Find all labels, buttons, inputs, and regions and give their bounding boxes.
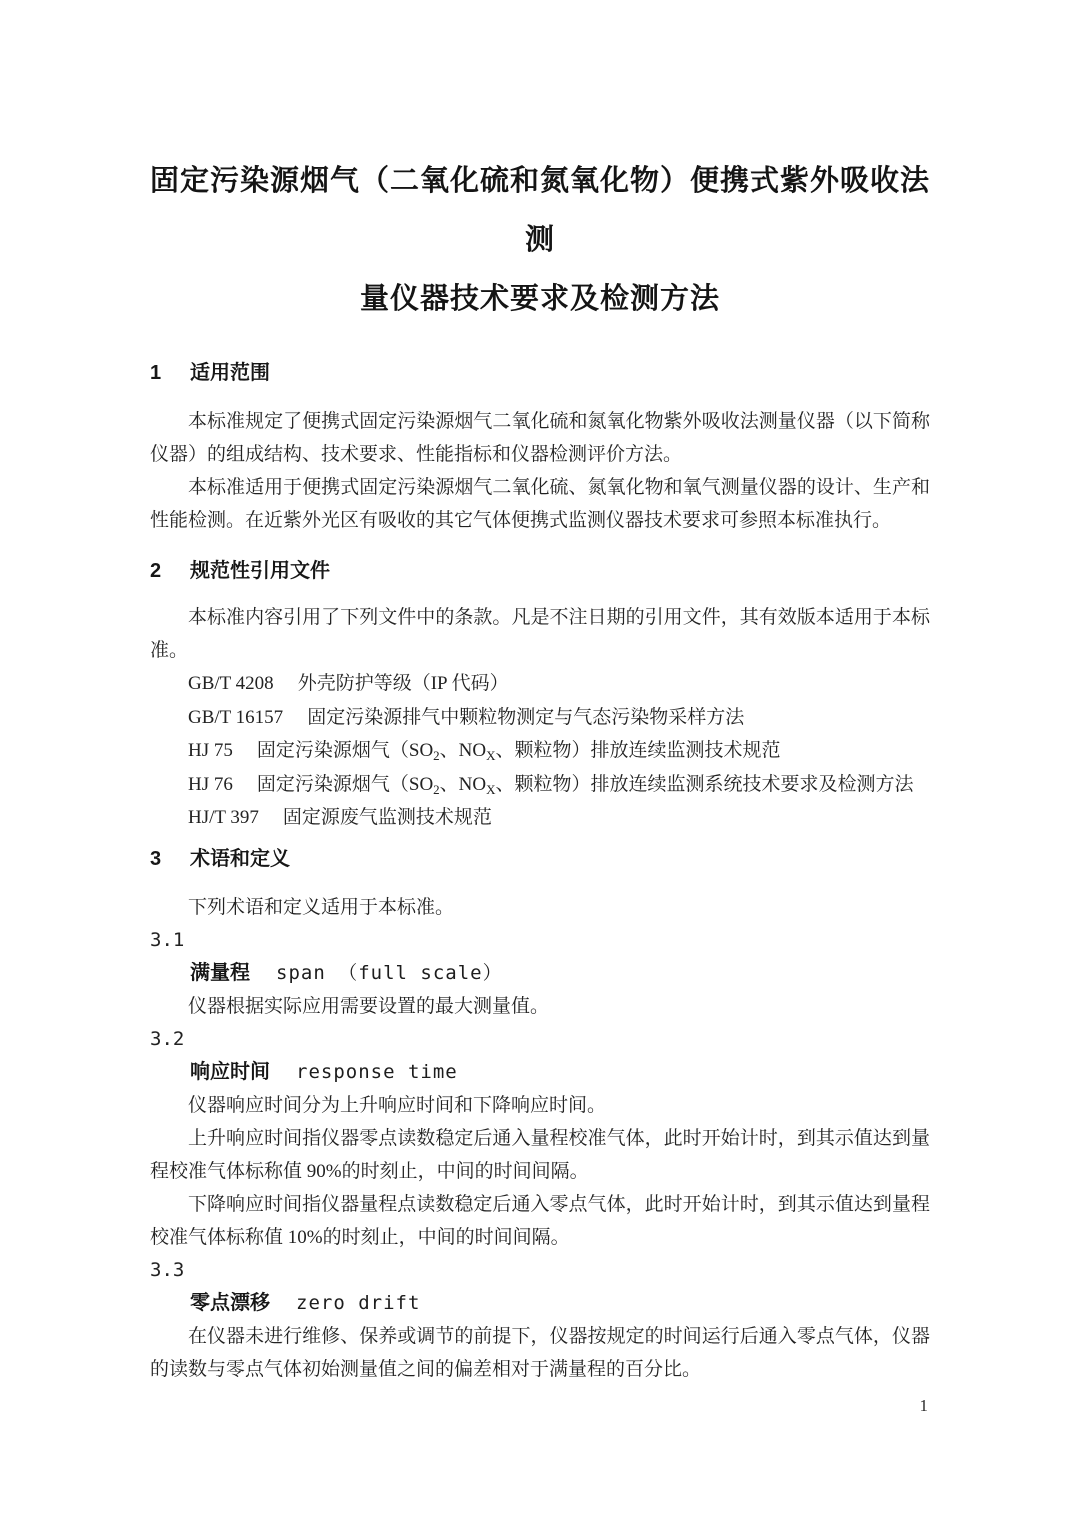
reference-list <box>150 667 930 835</box>
subscript: 2 <box>433 781 440 797</box>
reference-title: 固定污染源烟气（$SO_2$、$NO_X$、颗粒物）排放连续监测技术规范 <box>256 740 781 763</box>
reference-item-hj-76 <box>150 768 930 802</box>
subscript: 2 <box>433 748 440 763</box>
reference-code: HJ/T 397 <box>188 807 259 828</box>
scope-paragraph-1: 本标准规定了便携式固定污染源烟气二氧化硫和氮氧化物紫外吸收法测量仪器（以下简称仪器）的组成结构、技术要求、性能指标和仪器检测评价方法。 <box>150 411 930 465</box>
term-english: zero drift <box>296 1291 421 1314</box>
page-number: 1 <box>919 1396 928 1415</box>
reference-title: 固定污染源排气中颗粒物测定与气态污染物采样方法 <box>307 706 745 728</box>
document-title <box>150 0 930 329</box>
term-title-line <box>150 1056 930 1089</box>
term-definition: 仪器根据实际应用需要设置的最大测量值。 <box>188 995 550 1017</box>
reference-code: HJ 75 <box>188 740 233 761</box>
reference-item-gbt-4208 <box>150 667 930 701</box>
reference-item-hjt-397 <box>150 801 930 835</box>
term-english: span （full scale） <box>276 961 503 984</box>
section-scope-heading <box>150 359 930 387</box>
section-scope <box>150 359 930 537</box>
section-normative-references <box>150 557 930 835</box>
terms-intro-paragraph: 下列术语和定义适用于本标准。 <box>188 896 455 918</box>
document-title-line-2: 量仪器技术要求及检测方法 <box>359 283 720 315</box>
reference-item-gbt-16157 <box>150 701 930 735</box>
subscript: X <box>486 781 496 797</box>
reference-code: GB/T 4208 <box>188 673 274 694</box>
term-number: 3.3 <box>150 1258 185 1281</box>
term-block-3-3 <box>150 1254 930 1386</box>
term-block-3-1 <box>150 924 930 1023</box>
section-scope-title: 适用范围 <box>190 362 270 384</box>
term-block-3-2 <box>150 1023 930 1254</box>
section-references-heading <box>150 557 930 585</box>
document-title-line-1: 固定污染源烟气（二氧化硫和氮氧化物）便携式紫外吸收法测 <box>150 165 931 256</box>
reference-title: 固定源废气监测技术规范 <box>282 807 492 828</box>
section-terms-number: 3 <box>150 847 162 870</box>
term-title-line <box>150 957 930 990</box>
reference-code: HJ 76 <box>188 773 233 795</box>
section-references-number: 2 <box>150 560 162 582</box>
subscript: X <box>486 748 496 763</box>
section-terms-definitions <box>150 845 930 1386</box>
references-intro-paragraph: 本标准内容引用了下列文件中的条款。凡是不注日期的引用文件，其有效版本适用于本标准。 <box>150 607 930 661</box>
term-title-line <box>150 1287 930 1320</box>
term-chinese: 满量程 <box>190 961 250 984</box>
term-definition: 下降响应时间指仪器量程点读数稳定后通入零点气体，此时开始计时，到其示值达到量程校准气体标称值 10%的时刻止，中间的时间间隔。 <box>150 1193 930 1248</box>
section-references-title: 规范性引用文件 <box>190 560 330 582</box>
term-definition: 在仪器未进行维修、保养或调节的前提下，仪器按规定的时间运行后通入零点气体，仪器的读数与零点气体初始测量值之间的偏差相对于满量程的百分比。 <box>150 1325 930 1380</box>
term-english: response time <box>296 1060 458 1083</box>
reference-code: GB/T 16157 <box>188 706 284 728</box>
scope-paragraph-2: 本标准适用于便携式固定污染源烟气二氧化硫、氮氧化物和氧气测量仪器的设计、生产和性能检测。在近紫外光区有吸收的其它气体便携式监测仪器技术要求可参照本标准执行。 <box>150 477 930 531</box>
term-definition: 仪器响应时间分为上升响应时间和下降响应时间。 <box>188 1094 607 1116</box>
term-definition: 上升响应时间指仪器零点读数稳定后通入量程校准气体，此时开始计时，到其示值达到量程校准气体标称值 90%的时刻止，中间的时间间隔。 <box>150 1127 930 1182</box>
reference-title: 固定污染源烟气（$SO_2$、$NO_X$、颗粒物）排放连续监测系统技术要求及检测方法 <box>256 773 914 797</box>
section-terms-heading <box>150 845 930 873</box>
term-number: 3.1 <box>150 928 185 951</box>
reference-item-hj-75 <box>150 734 930 768</box>
term-number: 3.2 <box>150 1027 185 1050</box>
section-scope-number: 1 <box>150 362 162 384</box>
term-chinese: 零点漂移 <box>190 1291 270 1314</box>
section-terms-title: 术语和定义 <box>190 847 290 870</box>
reference-title: 外壳防护等级（IP 代码） <box>297 673 509 694</box>
term-chinese: 响应时间 <box>190 1060 270 1083</box>
